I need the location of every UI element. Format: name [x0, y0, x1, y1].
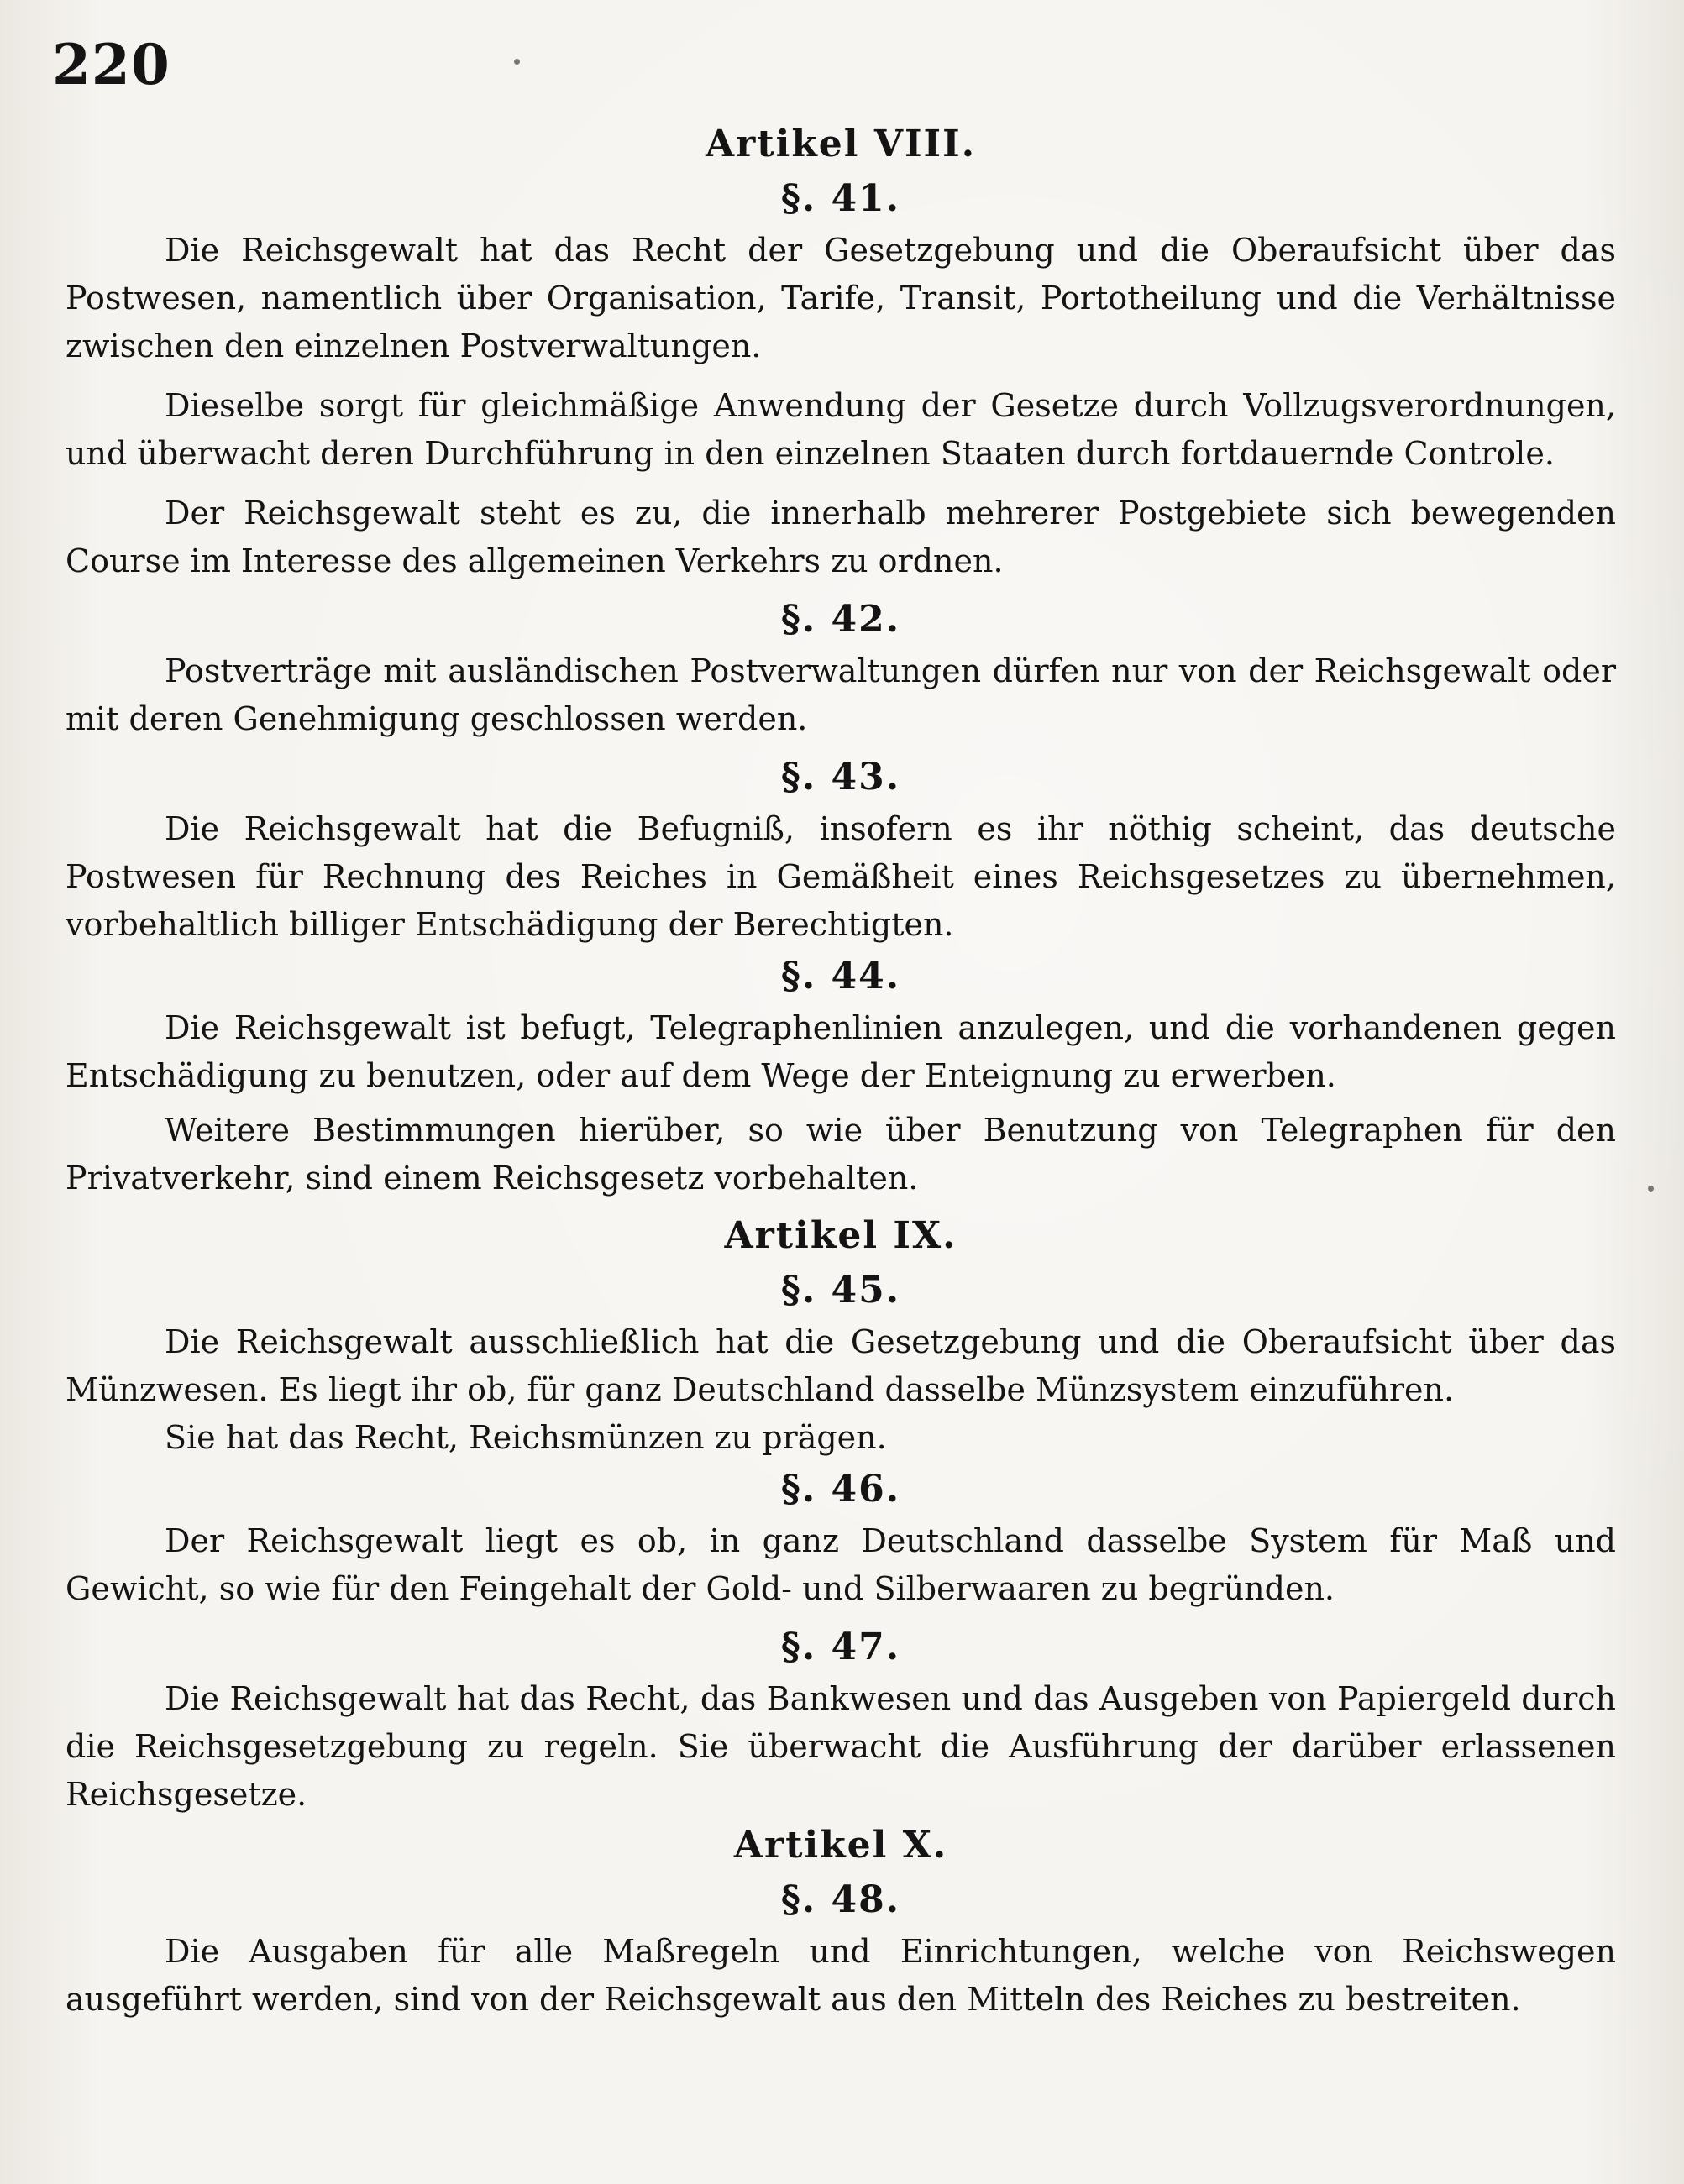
paragraph-45-2: Sie hat das Recht, Reichsmünzen zu prägen.	[165, 1419, 887, 1456]
paragraph-46: Der Reichsgewalt liegt es ob, in ganz Deutschland dasselbe System für Maß und Gewicht, so wie für den Feingehalt der Gold- und Silberwaaren zu begründen.	[66, 1522, 1616, 1607]
paragraph-41-1: Die Reichsgewalt hat das Recht der Gesetzgebung und die Oberaufsicht über das Postwesen, namentlich über Organisation, Tarife, Transit, Portotheilung und die Verhältnisse zwischen den einzelnen Postverwaltungen.	[66, 232, 1616, 364]
paragraph-41-3: Der Reichsgewalt steht es zu, die innerhalb mehrerer Postgebiete sich bewegenden Course im Interesse des allgemeinen Verkehrs zu ordnen.	[66, 495, 1616, 579]
paragraph-44-1: Die Reichsgewalt ist befugt, Telegraphenlinien anzulegen, und die vorhandenen gegen Entschädigung zu benutzen, oder auf dem Wege der Enteignung zu erwerben.	[66, 1009, 1616, 1094]
section-45-heading: §. 45.	[780, 1269, 901, 1312]
paragraph-41-2: Dieselbe sorgt für gleichmäßige Anwendung der Gesetze durch Vollzugsverordnungen, und überwacht deren Durchführung in den einzelnen Staaten durch fortdauernde Controle.	[66, 387, 1616, 472]
section-48-heading: §. 48.	[780, 1878, 901, 1921]
paragraph-44-2: Weitere Bestimmungen hierüber, so wie über Benutzung von Telegraphen für den Privatverkehr, sind einem Reichsgesetz vorbehalten.	[66, 1112, 1616, 1197]
section-44-heading: §. 44.	[780, 955, 901, 998]
section-43-heading: §. 43.	[780, 756, 901, 799]
section-42-heading: §. 42.	[780, 598, 901, 641]
document-body	[66, 118, 1616, 2024]
paragraph-45-1: Die Reichsgewalt ausschließlich hat die Gesetzgebung und die Oberaufsicht über das Münzwesen. Es liegt ihr ob, für ganz Deutschland dasselbe Münzsystem einzuführen.	[66, 1323, 1616, 1408]
section-47-heading: §. 47.	[780, 1626, 901, 1668]
paragraph-48: Die Ausgaben für alle Maßregeln und Einrichtungen, welche von Reichswegen ausgeführt werden, sind von der Reichsgewalt aus den Mitteln des Reiches zu bestreiten.	[66, 1933, 1616, 2018]
ink-speck	[514, 59, 520, 65]
article-heading-viii: Artikel VIII.	[705, 123, 977, 165]
page-number: 220	[52, 32, 170, 97]
section-46-heading: §. 46.	[780, 1468, 901, 1511]
section-41-heading: §. 41.	[780, 177, 901, 220]
article-heading-x: Artikel X.	[733, 1824, 948, 1867]
paragraph-47: Die Reichsgewalt hat das Recht, das Bankwesen und das Ausgeben von Papiergeld durch die Reichsgesetzgebung zu regeln. Sie überwacht die Ausführung der darüber erlassenen Reichsgesetze.	[66, 1680, 1616, 1813]
ink-speck	[1648, 1186, 1654, 1192]
article-heading-ix: Artikel IX.	[724, 1214, 957, 1257]
paragraph-42: Postverträge mit ausländischen Postverwaltungen dürfen nur von der Reichsgewalt oder mit deren Genehmigung geschlossen werden.	[66, 652, 1616, 737]
paragraph-43: Die Reichsgewalt hat die Befugniß, insofern es ihr nöthig scheint, das deutsche Postwesen für Rechnung des Reiches in Gemäßheit eines Reichsgesetzes zu übernehmen, vorbehaltlich billiger Entschädigung der Berechtigten.	[66, 810, 1616, 943]
